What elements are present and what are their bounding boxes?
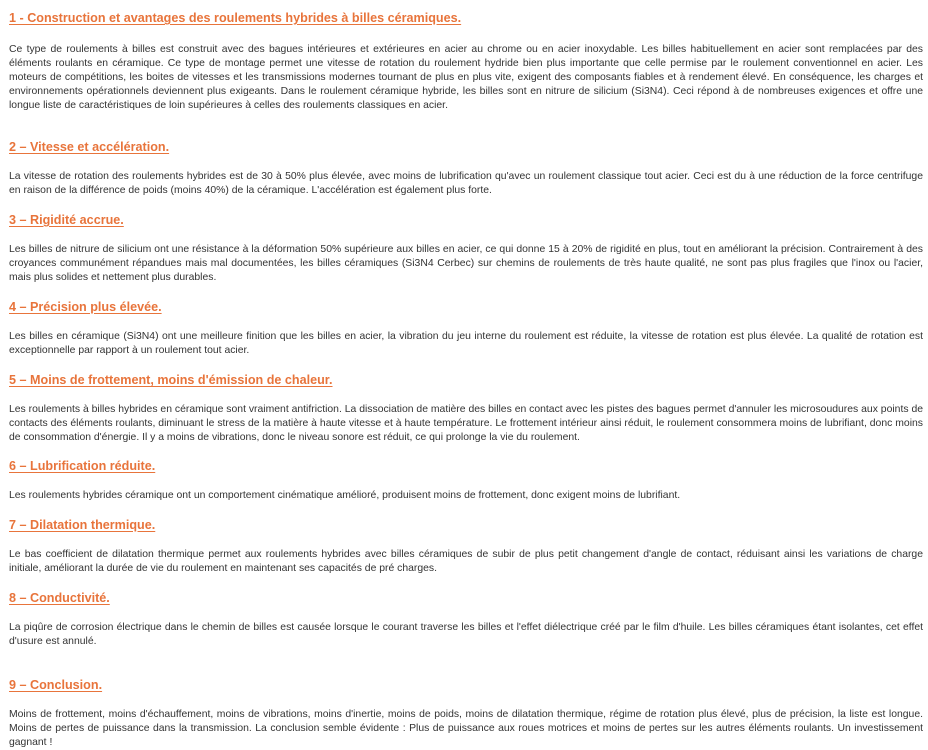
section-precision	[9, 298, 923, 358]
section-heading-lubrification[interactable]: 6 – Lubrification réduite.	[9, 459, 156, 473]
section-lubrification	[9, 457, 923, 503]
section-heading-frottement[interactable]: 5 – Moins de frottement, moins d'émission de chaleur.	[9, 373, 333, 387]
section-text-precision: Les billes en céramique (Si3N4) ont une meilleure finition que les billes en acier, la vibration du jeu interne du roulement est réduite, la vitesse de rotation est plus élevée. La qualité de rotation est exceptionnelle par rapport à un roulement tout acier.	[9, 331, 923, 356]
section-text-frottement: Les roulements à billes hybrides en céramique sont vraiment antifriction. La dissociation de matière des billes en contact avec les pistes des bagues permet d'annuler les microsoudures aux points de contacts des éléments roulants, diminuant le stress de la matière à haute vitesse et à haute température. Le frottement intérieur ainsi réduit, le roulement consommera moins de lubrifiant, donc moins de consommation d'énergie. Il y a moins de vibrations, donc le niveau sonore est réduit, ce qui prolonge la vie du roulement.	[9, 404, 923, 443]
section-construction	[9, 9, 923, 113]
section-heading-dilatation[interactable]: 7 – Dilatation thermique.	[9, 518, 156, 532]
section-text-construction: Ce type de roulements à billes est construit avec des bagues intérieures et extérieures en acier au chrome ou en acier inoxydable. Les billes habituellement en acier sont remplacées par des éléments roulants en céramique. Ce type de montage permet une vitesse de rotation du roulement hydride bien plus importante que celle permise par le roulement conventionnel en acier. Les moteurs de compétitions, les boites de vitesses et les transmissions modernes tournant de plus en plus vite, exigent des composants fiables et à rendement élevé. En conséquence, les charges et environnements opérationnels deviennent plus exigeants. Dans le roulement céramique hybride, les billes sont en nitrure de silicium (Si3N4). Ceci répond à de nombreuses exigences et offre une longue liste de caractéristiques de loin supérieures à celles des roulements classiques en acier.	[9, 44, 923, 111]
section-text-vitesse: La vitesse de rotation des roulements hybrides est de 30 à 50% plus élevée, avec moins de lubrification qu'avec un roulement classique tout acier. Ceci est du à une réduction de la force centrifuge en raison de la différence de poids (moins 40%) de la céramique. L'accélération est également plus forte.	[9, 171, 923, 196]
section-conductivite	[9, 589, 923, 649]
section-conclusion	[9, 676, 923, 750]
section-text-rigidite: Les billes de nitrure de silicium ont une résistance à la déformation 50% supérieure aux billes en acier, ce qui donne 15 à 20% de rigidité en plus, tout en améliorant la précision. Contrairement à des croyances communément répandues mais mal documentées, les billes céramiques (Si3N4 Cerbec) sur chemins de roulements de très haute qualité, ne sont pas plus fragiles que l'inox ou l'acier, mais plus solides et nettement plus durables.	[9, 244, 923, 283]
section-heading-construction[interactable]: 1 - Construction et avantages des roulements hybrides à billes céramiques.	[9, 11, 462, 25]
section-text-conductivite: La piqûre de corrosion électrique dans le chemin de billes est causée lorsque le courant traverse les billes et l'effet diélectrique créé par le film d'huile. Les billes céramiques étant isolantes, cet effet d'usure est annulé.	[9, 622, 923, 647]
section-heading-conclusion[interactable]: 9 – Conclusion.	[9, 678, 103, 692]
section-heading-precision[interactable]: 4 – Précision plus élevée.	[9, 300, 162, 314]
section-vitesse	[9, 138, 923, 198]
section-rigidite	[9, 211, 923, 285]
section-text-conclusion: Moins de frottement, moins d'échauffement, moins de vibrations, moins d'inertie, moins de poids, moins de dilatation thermique, régime de rotation plus élevé, plus de précision, la liste est longue. Moins de pertes de puissance dans la transmission. La conclusion semble évidente : Plus de puissance aux roues motrices et moins de pertes sur les autres éléments roulants. Un investissement gagnant !	[9, 709, 923, 748]
section-text-dilatation: Le bas coefficient de dilatation thermique permet aux roulements hybrides avec billes céramiques de subir de plus petit changement d'angle de contact, réduisant ainsi les variations de charge initiale, améliorant la durée de vie du roulement en maintenant ses capacités de pré charges.	[9, 549, 923, 574]
section-heading-conductivite[interactable]: 8 – Conductivité.	[9, 591, 110, 605]
section-heading-vitesse[interactable]: 2 – Vitesse et accélération.	[9, 140, 170, 154]
section-heading-rigidite[interactable]: 3 – Rigidité accrue.	[9, 213, 124, 227]
section-dilatation	[9, 516, 923, 576]
section-text-lubrification: Les roulements hybrides céramique ont un comportement cinématique amélioré, produisent moins de frottement, donc exigent moins de lubrifiant.	[9, 490, 681, 501]
section-frottement	[9, 371, 923, 445]
